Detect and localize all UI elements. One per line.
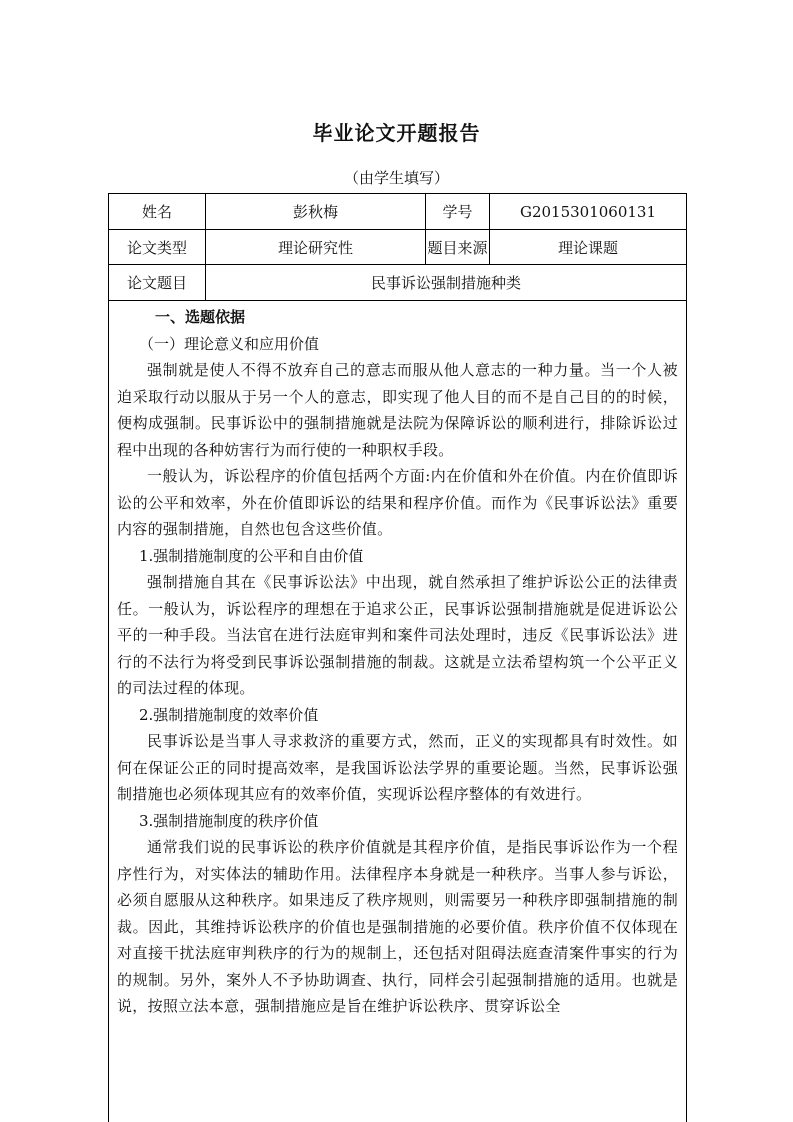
item-heading: 3.强制措施制度的秩序价值 — [139, 811, 319, 830]
report-form-table — [108, 193, 687, 1122]
document-title: 毕业论文开题报告 — [312, 121, 481, 145]
sub-heading: （一）理论意义和应用价值 — [139, 334, 320, 353]
type-value: 理论研究性 — [206, 230, 426, 264]
form-row-name — [109, 194, 686, 230]
paragraph: 民事诉讼是当事人寻求救济的重要方式，然而，正义的实现都具有时效性。如何在保证公正的同时提高效率，是我国诉讼法学界的重要论题。当然，民事诉讼强制措施也必须体现其应有的效率价值，实现诉讼程序整体的有效进行。 — [117, 732, 678, 803]
name-label: 姓名 — [109, 194, 206, 229]
source-value: 理论课题 — [557, 238, 618, 257]
section-heading: 一、选题依据 — [155, 308, 246, 326]
student-id-value: G2015301060131 — [519, 202, 657, 221]
topic-value: 民事诉讼强制措施种类 — [370, 274, 521, 292]
paragraph: 强制措施自其在《民事诉讼法》中出现，就自然承担了维护诉讼公正的法律责任。一般认为，诉讼程序的理想在于追求公正，民事诉讼强制措施就是促进诉讼公平的一种手段。当法官在进行法庭审判和案件司法处理时，违反《民事诉讼法》进行的不法行为将受到民事诉讼强制措施的制裁。这就是立法希望构筑一个公平正义的司法过程的体现。 — [117, 573, 678, 697]
form-row-topic — [109, 265, 686, 301]
paragraph: 通常我们说的民事诉讼的秩序价值就是其程序价值，是指民事诉讼作为一个程序性行为，对实体法的辅助作用。法律程序本身就是一种秩序。当事人参与诉讼，必须自愿服从这种秩序。如果违反了秩序规则，则需要另一种秩序即强制措施的制裁。因此，其维持诉讼秩序的价值也是强制措施的必要价值。秩序价值不仅体现在对直接干扰法庭审判秩序的行为的规制上，还包括对阻碍法庭查清案件事实的行为的规制。另外，案外人不予协助调查、执行，同样会引起强制措施的适用。也就是说，按照立法本意，强制措施应是旨在维护诉讼秩序、贯穿诉讼全 — [117, 838, 678, 1015]
student-id-label: 学号 — [426, 194, 490, 229]
form-row-type — [109, 230, 686, 265]
item-heading: 2.强制措施制度的效率价值 — [139, 705, 319, 724]
type-label: 论文类型 — [109, 230, 206, 264]
paragraph: 强制就是使人不得不放弃自己的意志而服从他人意志的一种力量。当一个人被迫采取行动以服从于另一个人的意志，即实现了他人目的而不是自己目的的时候，便构成强制。民事诉讼中的强制措施就是法院为保障诉讼的顺利进行，排除诉讼过程中出现的各种妨害行为而行使的一种职权手段。 — [117, 361, 678, 459]
item-heading: 1.强制措施制度的公平和自由价值 — [139, 546, 364, 565]
paragraph: 一般认为，诉讼程序的价值包括两个方面:内在价值和外在价值。内在价值即诉讼的公平和效率，外在价值即诉讼的结果和程序价值。而作为《民事诉讼法》重要内容的强制措施，自然也包含这些价值。 — [117, 467, 678, 538]
source-label: 题目来源 — [426, 230, 490, 264]
content-body — [109, 301, 686, 1020]
document-subtitle: （由学生填写） — [343, 169, 449, 187]
name-value: 彭秋梅 — [206, 194, 426, 229]
topic-label: 论文题目 — [109, 265, 206, 300]
